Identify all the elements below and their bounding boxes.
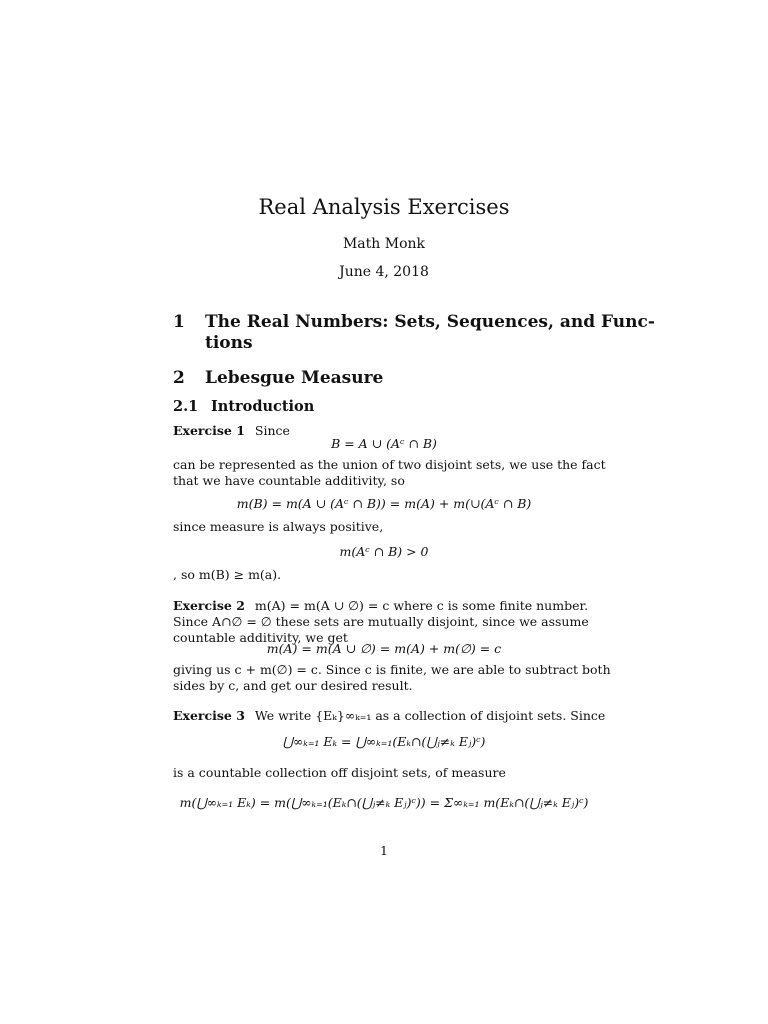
section-title: Lebesgue Measure xyxy=(205,368,384,388)
paragraph: is a countable collection off disjoint sets, of measure xyxy=(173,765,506,780)
equation: B = A ∪ (Aᶜ ∩ B) xyxy=(331,436,437,451)
exercise-3-paragraph xyxy=(173,708,616,724)
section-number: 2 xyxy=(173,368,185,388)
section-number: 1 xyxy=(173,312,185,332)
section-title: The Real Numbers: Sets, Sequences, and Func- xyxy=(205,312,655,332)
document-author: Math Monk xyxy=(342,236,426,252)
section-2-heading xyxy=(173,368,383,388)
exercise-2-paragraph xyxy=(173,598,616,646)
section-1-heading xyxy=(173,312,655,332)
page-number: 1 xyxy=(380,843,388,858)
equation: m(Aᶜ ∩ B) > 0 xyxy=(339,544,429,559)
document-date: June 4, 2018 xyxy=(339,264,429,280)
equation: m(B) = m(A ∪ (Aᶜ ∩ B)) = m(A) + m(∪(Aᶜ ∩ B) xyxy=(236,496,532,511)
equation: ⋃∞ₖ₌₁ Eₖ = ⋃∞ₖ₌₁(Eₖ∩(⋃ⱼ≠ₖ Eⱼ)ᶜ) xyxy=(282,734,486,749)
section-1-heading-continued: tions xyxy=(205,333,253,353)
exercise-label: Exercise 3 xyxy=(173,708,245,723)
exercise-text: We write {Eₖ}∞ₖ₌₁ as a collection of disjoint sets. Since xyxy=(254,708,606,723)
equation: m(A) = m(A ∪ ∅) = m(A) + m(∅) = c xyxy=(266,641,502,656)
document-title: Real Analysis Exercises xyxy=(258,195,510,219)
paragraph: giving us c + m(∅) = c. Since c is finite, we are able to subtract both sides by c, and get our desired result. xyxy=(173,662,611,693)
equation: m(⋃∞ₖ₌₁ Eₖ) = m(⋃∞ₖ₌₁(Eₖ∩(⋃ⱼ≠ₖ Eⱼ)ᶜ)) = Σ∞ₖ₌₁ m(Eₖ∩(⋃ⱼ≠ₖ Eⱼ)ᶜ) xyxy=(179,795,589,810)
paragraph: , so m(B) ≥ m(a). xyxy=(173,567,282,582)
subsection-heading xyxy=(173,398,314,415)
exercise-text: Since xyxy=(254,423,290,438)
paragraph: can be represented as the union of two disjoint sets, we use the fact that we have countable additivity, so xyxy=(173,457,606,488)
subsection-title: Introduction xyxy=(211,398,315,415)
paragraph: since measure is always positive, xyxy=(173,519,384,534)
exercise-label: Exercise 2 xyxy=(173,598,245,613)
exercise-label: Exercise 1 xyxy=(173,423,245,438)
subsection-number: 2.1 xyxy=(173,398,199,415)
exercise-text: m(A) = m(A ∪ ∅) = c where c is some finite number. Since A∩∅ = ∅ these sets are mutually disjoint, since we assume countable additivity, we get xyxy=(173,598,589,645)
